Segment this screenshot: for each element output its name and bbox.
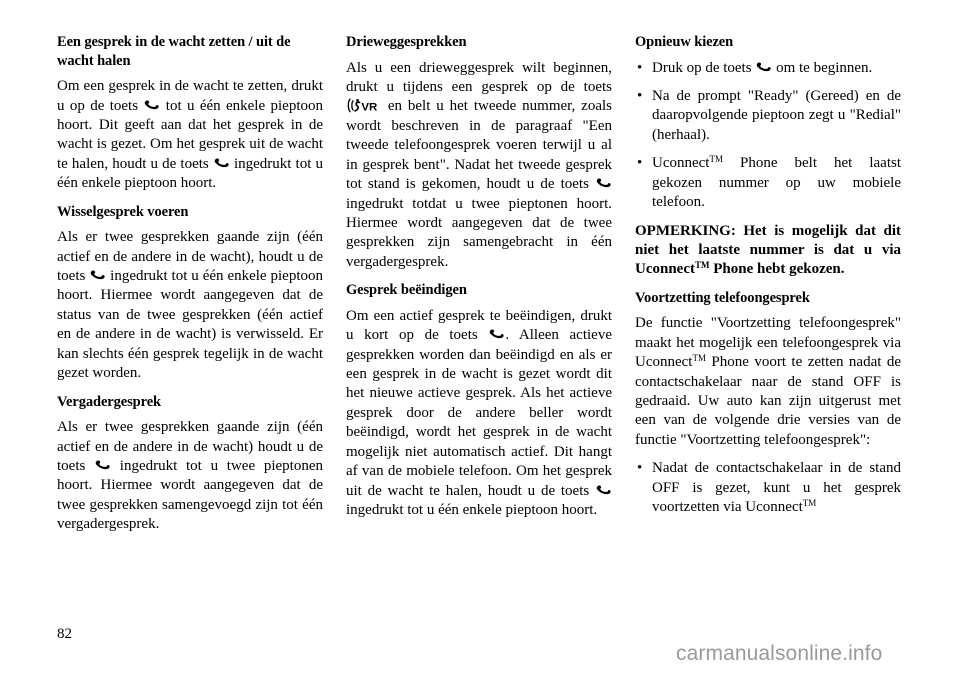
phone-handset-icon bbox=[214, 158, 229, 169]
page-number: 82 bbox=[57, 626, 72, 642]
list-item-text: Druk op de toets om te beginnen. bbox=[652, 59, 873, 76]
phone-handset-icon bbox=[596, 485, 611, 496]
phone-handset-icon bbox=[95, 460, 110, 471]
bullet-redial-start bbox=[635, 59, 901, 78]
page-columns bbox=[57, 33, 903, 535]
heading-three-way-calls: Drieweggesprekken bbox=[346, 34, 467, 50]
section-call-continuation-list bbox=[635, 459, 901, 517]
svg-text:VR: VR bbox=[361, 102, 378, 114]
section-call-waiting bbox=[57, 203, 323, 384]
bullet-dot-icon: • bbox=[637, 87, 643, 104]
paragraph-end-call: Om een actief gesprek te beëindigen, drukt u kort op de toets . Alleen actieve gesprekken worden dan beëindigd en als er een gesprek in de wacht is gezet wordt dit het nieuwe actieve gesprek. Als het actieve gesprek door de andere beller wordt beëindigd, wordt het gesprek in de wacht mogelijk niet automatisch actief. Dit hangt af van de mobiele telefoon. Om het gesprek uit de wacht te halen, houdt u de toets ingedrukt tot u één enkele pieptoon hoort. bbox=[346, 307, 612, 518]
phone-handset-icon bbox=[90, 270, 105, 281]
section-call-hold bbox=[57, 33, 323, 194]
heading-conference-call: Vergadergesprek bbox=[57, 393, 162, 410]
paragraph-call-continuation: De functie "Voortzetting telefoongesprek" maakt het mogelijk een telefoongesprek via Uconnect™ Phone voort te zetten nadat de contactschakelaar naar de stand OFF is gedraaid. Uw auto kan zijn uitgerust met een van de volgende drie versies van de functie "Voortzetting telefoongesprek": bbox=[635, 315, 901, 448]
section-note-redial bbox=[635, 222, 901, 280]
bullet-dot-icon: • bbox=[637, 155, 643, 172]
bullet-redial-result bbox=[635, 154, 901, 212]
section-redial bbox=[635, 33, 901, 213]
list-item-text: Nadat de contactschakelaar in de stand OFF is gezet, kunt u het gesprek voortzetten via Uconnect™ bbox=[652, 460, 901, 516]
heading-call-continuation: Voortzetting telefoongesprek bbox=[635, 289, 810, 306]
bullet-continuation-off bbox=[635, 459, 901, 517]
trademark-superscript: TM bbox=[695, 260, 710, 271]
column-3 bbox=[635, 33, 901, 535]
heading-call-hold: Een gesprek in de wacht zetten / uit de wacht halen bbox=[57, 34, 291, 69]
phone-handset-icon bbox=[489, 329, 504, 340]
bullet-redial-prompt bbox=[635, 87, 901, 145]
bullet-list-call-continuation bbox=[635, 459, 901, 517]
heading-call-waiting: Wisselgesprek voeren bbox=[57, 203, 189, 220]
phone-handset-icon bbox=[596, 178, 611, 189]
heading-redial: Opnieuw kiezen bbox=[635, 34, 734, 50]
paragraph-note-redial: OPMERKING: Het is mogelijk dat dit niet het laatste nummer is dat u via Uconnect™ Phone hebt gekozen. bbox=[635, 222, 901, 278]
watermark: carmanualsonline.info bbox=[676, 642, 883, 665]
bullet-dot-icon: • bbox=[637, 460, 643, 477]
phone-handset-icon bbox=[756, 62, 771, 73]
section-call-continuation bbox=[635, 289, 901, 451]
list-item-text: Na de prompt "Ready" (Gereed) en de daaropvolgende pieptoon zegt u "Redial" (herhaal). bbox=[652, 87, 901, 143]
list-item-text: Uconnect™ Phone belt het laatst gekozen nummer op uw mobiele telefoon. bbox=[652, 154, 901, 211]
section-conference-call bbox=[57, 393, 323, 535]
paragraph-three-way-calls: Als u een drieweggesprek wilt beginnen, drukt u tijdens een gesprek op de toets VR en belt u het tweede nummer, zoals wordt beschreven in de paragraaf "Een tweede telefoongesprek voeren terwijl u al in gesprek bent". Nadat het tweede gesprek tot stand is gekomen, houdt u de toets ingedrukt totdat u twee pieptonen hoort. Hiermee wordt aangegeven dat de twee gesprekken zijn samengebracht in één vergadergesprek. bbox=[346, 59, 612, 270]
column-2 bbox=[346, 33, 612, 535]
column-1 bbox=[57, 33, 323, 535]
paragraph-conference-call: Als er twee gesprekken gaande zijn (één actief en de andere in de wacht) houdt u de toets ingedrukt tot u twee pieptonen hoort. Hiermee wordt aangegeven dat de twee gesprekken samengevoegd zijn tot één vergadergesprek. bbox=[57, 419, 323, 533]
phone-handset-icon bbox=[144, 100, 159, 111]
section-three-way-calls bbox=[346, 33, 612, 272]
bullet-list-redial bbox=[635, 59, 901, 213]
trademark-superscript: TM bbox=[692, 353, 706, 364]
heading-end-call: Gesprek beëindigen bbox=[346, 282, 467, 299]
section-end-call bbox=[346, 281, 612, 520]
voice-recognition-vr-icon bbox=[346, 98, 382, 113]
trademark-superscript: TM bbox=[802, 498, 817, 509]
paragraph-call-waiting: Als er twee gesprekken gaande zijn (één actief en de andere in de wacht), houdt u de toets ingedrukt tot u één enkele pieptoon hoort. Hiermee wordt aangegeven dat de status van de twee gesprekken (één actief en de andere in de wacht) is verwisseld. Er kan slechts één gesprek tegelijk in de wacht gezet worden. bbox=[57, 229, 323, 382]
trademark-superscript: TM bbox=[709, 154, 723, 165]
bullet-dot-icon: • bbox=[637, 59, 643, 76]
paragraph-call-hold: Om een gesprek in de wacht te zetten, drukt u op de toets tot u één enkele pieptoon hoort. Dit geeft aan dat het gesprek in de wacht is gezet. Om het gesprek uit de wacht te halen, houdt u de toets ingedrukt tot u één enkele pieptoon hoort. bbox=[57, 78, 323, 192]
